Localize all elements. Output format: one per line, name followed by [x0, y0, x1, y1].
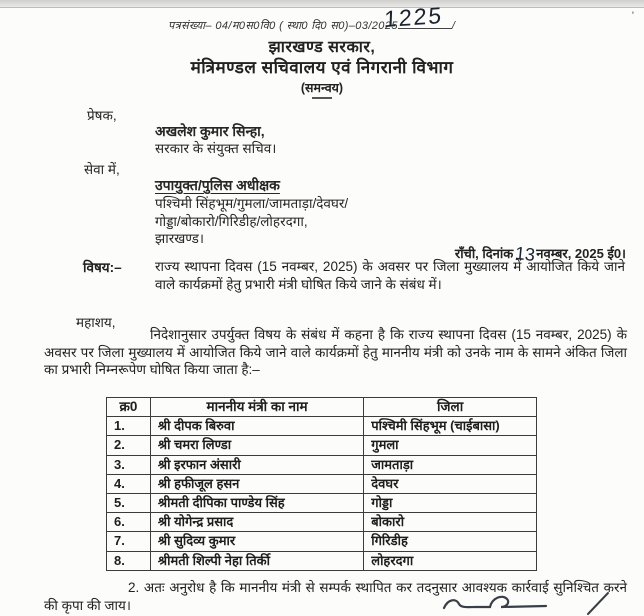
table-cell: गिरिडीह — [364, 532, 537, 551]
handwritten-ref-number: 1225 — [383, 1, 444, 33]
sender-designation: सरकार के संयुक्त सचिव। — [155, 141, 277, 156]
salutation: महाशय, — [76, 315, 116, 330]
table-cell: श्री इरफान अंसारी — [150, 455, 363, 474]
body-paragraph: निदेशानुसार उपर्युक्त विषय के संबंध में कहना है कि राज्य स्थापना दिवस (15 नवम्बर, 2025) के अवसर पर जिला मुख्यालय में आयोजित किये जाने वाले कार्यक्रमों हेतु माननीय मंत्री को उनके नाम के सामने अंकित जिला का प्रभारी निम्नरूपेण घोषित किया जाता है:– — [44, 327, 627, 378]
dateline-suffix: नवम्बर, 2025 ई0। — [536, 246, 626, 261]
table-header-row — [107, 398, 537, 417]
handwritten-date-day: 13 — [514, 243, 537, 265]
recipient-districts-line2: गोड्डा/बोकारो/गिरिडीह/लोहरदगा, — [155, 214, 308, 229]
reference-prefix: पत्रसंख्या– 04/म0स0वि0 ( स्था0 दि0 स0)–03/2025 — [168, 20, 398, 32]
subject-label: विषय:– — [83, 260, 122, 275]
table-row — [107, 513, 537, 532]
table-cell: 1. — [107, 417, 151, 436]
column-header-district: जिला — [364, 398, 537, 417]
table-cell: श्री योगेन्द्र प्रसाद — [150, 513, 363, 532]
table-cell: देवघर — [364, 474, 537, 493]
table-cell: पश्चिमी सिंहभूम (चाईबासा) — [364, 417, 537, 436]
signature-scribble — [438, 590, 628, 616]
sender-name: अखलेश कुमार सिन्हा, — [155, 123, 265, 139]
signature-icon — [438, 590, 628, 616]
table-cell: श्रीमती शिल्पी नेहा तिर्की — [150, 551, 363, 570]
ministers-table-body — [107, 417, 537, 571]
table-row — [107, 532, 537, 551]
table-cell: 4. — [107, 474, 151, 493]
recipient-title: उपायुक्त/पुलिस अधीक्षक — [155, 177, 280, 193]
table-cell: 2. — [107, 436, 151, 455]
scan-corner-mark: ' — [631, 10, 634, 22]
table-row — [107, 455, 537, 474]
reference-suffix: / — [451, 20, 456, 32]
table-row — [107, 474, 537, 493]
column-header-minister-name: माननीय मंत्री का नाम — [150, 398, 363, 417]
table-cell: लोहरदगा — [364, 551, 537, 570]
table-cell: बोकारो — [364, 513, 537, 532]
dateline-prefix: राँची, दिनांक — [454, 246, 514, 261]
recipient-districts-line1: पश्चिमी सिंहभूम/गुमला/जामताड़ा/देवघर/ — [155, 196, 349, 211]
table-cell: 6. — [107, 513, 151, 532]
table-row — [107, 436, 537, 455]
table-row — [107, 551, 537, 570]
table-row — [107, 494, 537, 513]
table-cell: श्रीमती दीपिका पाण्डेय सिंह — [150, 494, 363, 513]
table-cell: गुमला — [364, 436, 537, 455]
table-row — [107, 417, 537, 436]
department-subtitle: (समन्वय) — [300, 81, 344, 95]
table-cell: जामताड़ा — [364, 455, 537, 474]
reference-number-line — [168, 1, 456, 33]
table-cell: 5. — [107, 494, 151, 513]
ministers-districts-table — [106, 397, 537, 571]
subject-block — [83, 258, 628, 293]
table-cell: श्री दीपक बिरुवा — [150, 417, 363, 436]
scan-edge-strip — [0, 0, 644, 8]
government-title: झारखण्ड सरकार, — [268, 39, 376, 56]
closing-paragraph: 2. अतः अनुरोध है कि माननीय मंत्री से सम्पर्क स्थापित कर तदनुसार आवश्यक कार्रवाई सुनिश्चित करने की कृपा की जाय। — [44, 580, 627, 613]
subtitle-underline — [312, 97, 332, 99]
table-cell: श्री सुदिव्य कुमार — [150, 532, 363, 551]
subject-text: राज्य स्थापना दिवस (15 नवम्बर, 2025) के अवसर पर जिला मुख्यालय में आयोजित किये जाने वाले कार्यक्रमों हेतु प्रभारी मंत्री घोषित किये जाने के संबंध में। — [155, 259, 625, 292]
sender-label: प्रेषक, — [87, 108, 117, 123]
recipient-label: सेवा में, — [84, 162, 120, 177]
table-cell: 8. — [107, 551, 151, 570]
recipient-state: झारखण्ड। — [155, 231, 205, 246]
table-cell: 7. — [107, 532, 151, 551]
table-cell: श्री चमरा लिण्डा — [150, 436, 363, 455]
table-cell: गोड्डा — [364, 494, 537, 513]
table-cell: श्री हफीजूल हसन — [150, 474, 363, 493]
table-cell: 3. — [107, 455, 151, 474]
department-title: मंत्रिमण्डल सचिवालय एवं निगरानी विभाग — [190, 58, 454, 77]
column-header-serial: क्र0 — [107, 398, 151, 417]
